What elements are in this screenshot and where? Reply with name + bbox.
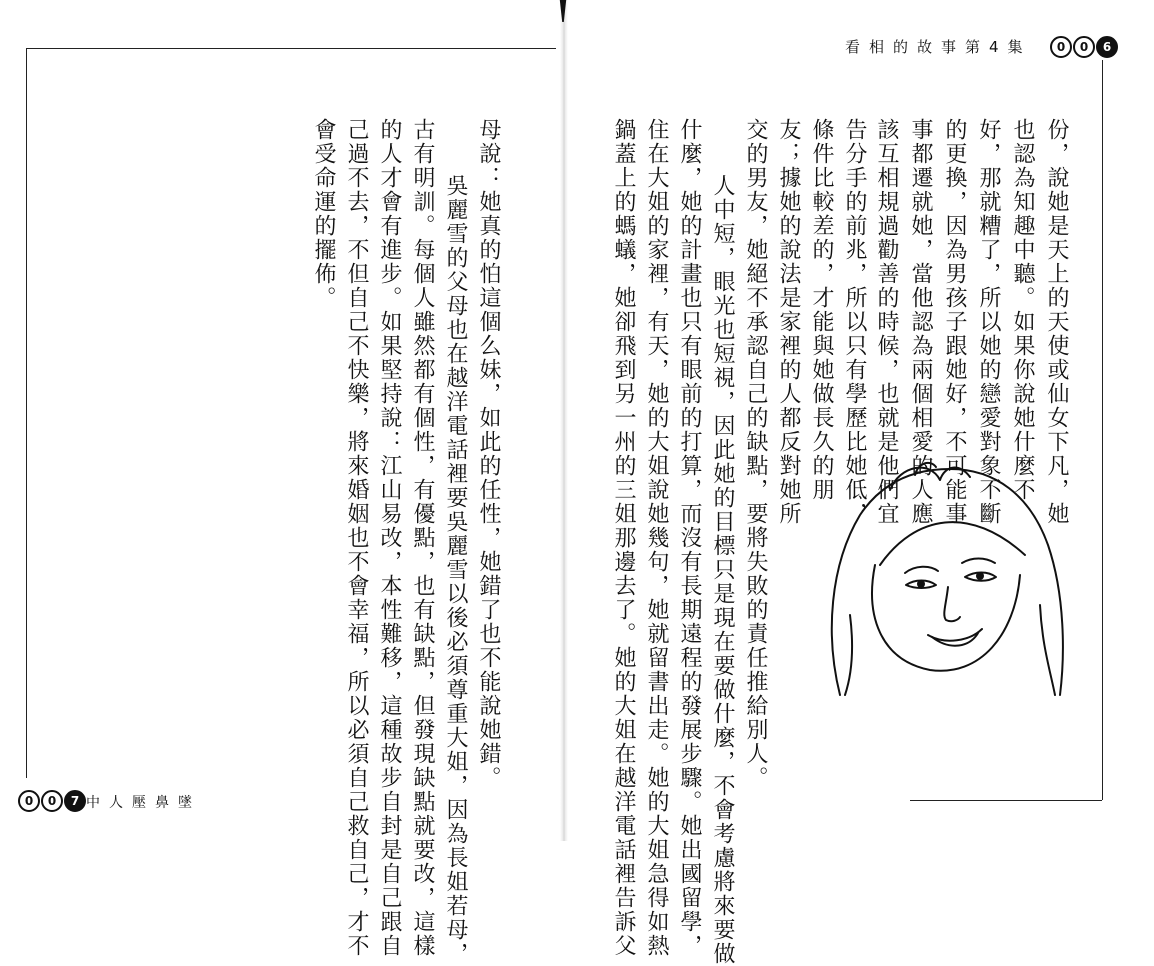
text-column: 人中短，眼光也短視，因此她的目標只是現在要做什麼，不會考慮將來要做 — [710, 150, 735, 966]
text-column: 母說：她真的怕這個么妹，如此的任性，她錯了也不能說她錯。 — [476, 118, 501, 790]
portrait-illustration — [820, 455, 1070, 700]
page-number-left — [18, 790, 86, 812]
page-digit: 0 — [18, 790, 40, 812]
page-digit: 0 — [1073, 36, 1095, 58]
page-digit: 0 — [1050, 36, 1072, 58]
text-column: 份，說她是天上的天使或仙女下凡，她 — [1044, 118, 1069, 526]
text-column: 什麼，她的計畫也只有眼前的打算，而沒有長期遠程的發展步驟。她出國留學， — [677, 118, 702, 958]
text-column: 的更換，因為男孩子跟她好，不可能事 — [942, 118, 967, 526]
gutter-shadow — [555, 0, 571, 22]
text-column: 己過不去，不但自己不快樂，將來婚姻也不會幸福，所以必須自己救自己，才不 — [344, 118, 369, 958]
text-column: 條件比較差的，才能與她做長久的朋 — [809, 118, 834, 502]
text-column: 鍋蓋上的螞蟻，她卻飛到另一州的三姐那邊去了。她的大姐在越洋電話裡告訴父 — [611, 118, 636, 958]
text-column: 住在大姐的家裡，有天，她的大姐說她幾句，她就留書出走。她的大姐急得如熱 — [644, 118, 669, 958]
text-column: 交的男友，她絕不承認自己的缺點，要將失敗的責任推給別人。 — [743, 118, 768, 790]
text-column: 吳麗雪的父母也在越洋電話裡要吳麗雪以後必須尊重大姐，因為長姐若母， — [443, 150, 468, 966]
running-head-right: 看相的故事第4集 — [845, 38, 1032, 56]
right-page-bottom-rule — [910, 800, 1102, 801]
text-column: 也認為知趣中聽。如果你說她什麼不 — [1010, 118, 1035, 502]
right-page-side-rule — [1102, 60, 1103, 800]
text-column: 的人才會有進步。如果堅持說：江山易改，本性難移，這種故步自封是自己跟自 — [377, 118, 402, 958]
text-column: 古有明訓。每個人雖然都有個性，有優點，也有缺點，但發現缺點就要改，這樣 — [410, 118, 435, 958]
running-head-left: 中人壓鼻墜 — [86, 795, 201, 811]
page-digit: 0 — [41, 790, 63, 812]
book-gutter — [560, 0, 568, 841]
left-page-side-rule — [26, 48, 27, 778]
page-digit: 6 — [1096, 36, 1118, 58]
page-digit: 7 — [64, 790, 86, 812]
text-column: 好，那就糟了，所以她的戀愛對象不斷 — [976, 118, 1001, 526]
text-column: 該互相規過勸善的時候，也就是他們宜 — [874, 118, 899, 526]
text-column: 會受命運的擺佈。 — [311, 118, 336, 310]
left-page-top-rule — [26, 48, 556, 49]
page-number-right — [1050, 36, 1118, 58]
text-column: 告分手的前兆，所以只有學歷比她低， — [842, 118, 867, 526]
text-column: 事都遷就她，當他認為兩個相愛的人應 — [908, 118, 933, 526]
text-column: 友；據她的說法是家裡的人都反對她所 — [776, 118, 801, 526]
